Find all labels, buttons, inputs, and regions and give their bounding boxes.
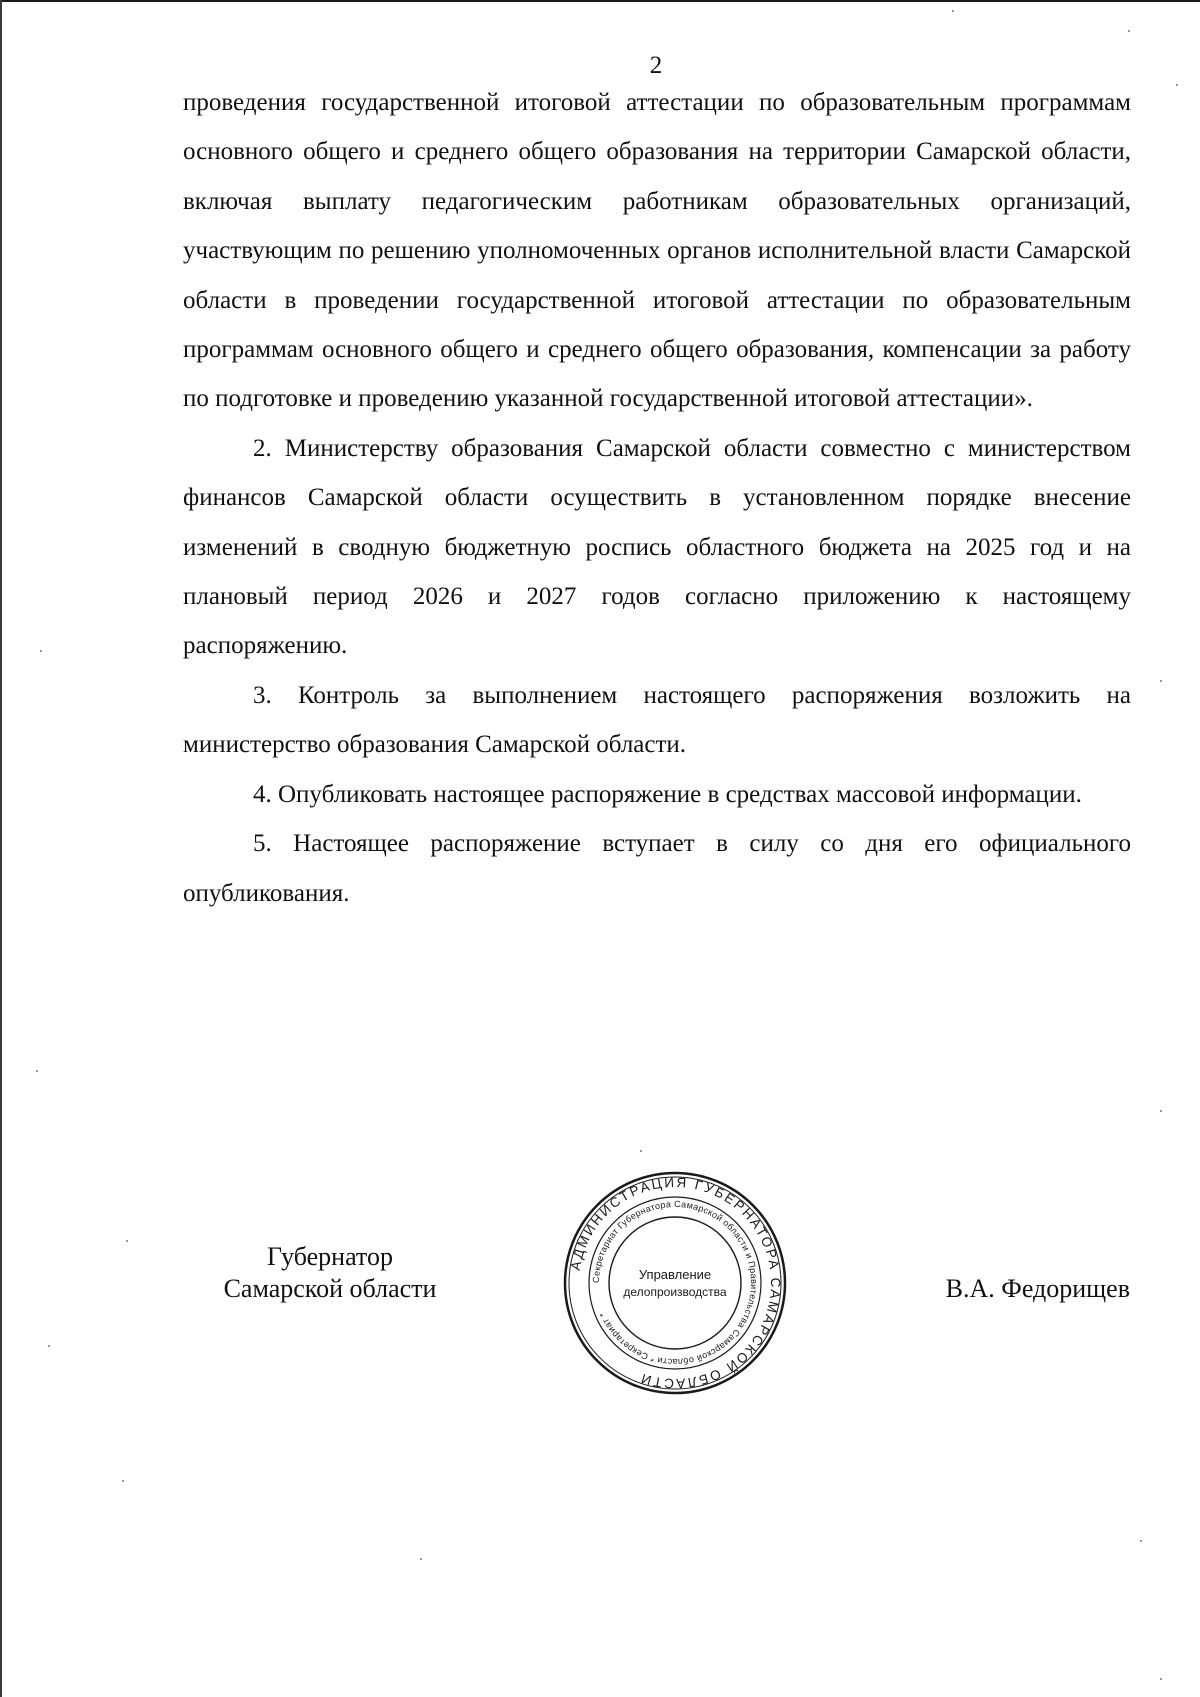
signatory-position-line2: Самарской области [223,1274,437,1303]
seal-center-line1: Управление [638,1267,712,1282]
paragraph-continuation: проведения государственной итоговой аттестации по образовательным программам основного общего и среднего общего образования на территории Самарской области, включая выплату педагогическим работникам образовательных организаций, участвующим по решению уполномоченных органов исполнительной власти Самарской области в проведении государственной итоговой аттестации по образовательным программам основного общего и среднего общего образования, компенсации за работу по подготовке и проведению указанной государственной итоговой аттестации». [183,89,1131,413]
seal-outer-text: АДМИНИСТРАЦИЯ ГУБЕРНАТОРА САМАРСКОЙ ОБЛАСТИ [567,1174,784,1392]
scan-speck [1160,1678,1162,1680]
scan-speck [48,1345,50,1347]
seal-inner-text: Секретариат Губернатора Самарской области и Правительства Самарской области * Секретариат * [590,1198,760,1368]
scan-speck [640,1150,642,1152]
page-top-edge [0,0,1200,2]
scan-speck [1140,1540,1142,1542]
paragraph-item-5: 5. Настоящее распоряжение вступает в силу со дня его официального опубликования. [183,830,1131,907]
page-left-edge [0,0,2,1697]
signatory-position [195,1241,465,1305]
signatory-name: В.А. Федорищев [945,1274,1130,1303]
scan-speck [1176,84,1178,86]
official-seal-graphic [562,1170,788,1396]
scan-speck [1128,30,1130,32]
page-number: 2 [649,52,663,79]
scan-speck [1160,1110,1162,1112]
paragraph-item-3: 3. Контроль за выполнением настоящего распоряжения возложить на министерство образования Самарской области. [183,681,1131,759]
scan-speck [36,1070,38,1072]
official-seal [562,1170,788,1396]
signatory-position-line1: Губернатор [267,1242,393,1271]
paragraph-item-4: 4. Опубликовать настоящее распоряжение в средствах массовой информации. [253,780,1082,808]
scan-speck [420,1558,422,1560]
document-body [183,78,1131,918]
seal-center-line2: делопроизводства [623,1285,727,1299]
scan-speck [40,650,42,652]
scan-speck [1160,680,1162,682]
scan-speck [122,1480,124,1482]
scan-speck [952,10,954,12]
paragraph-item-2: 2. Министерству образования Самарской области совместно с министерством финансов Самарской области осуществить в установленном порядке внесение изменений в сводную бюджетную роспись областного бюджета на 2025 год и на плановый период 2026 и 2027 годов согласно приложению к настоящему распоряжению. [183,434,1131,660]
scan-speck [126,1240,128,1242]
